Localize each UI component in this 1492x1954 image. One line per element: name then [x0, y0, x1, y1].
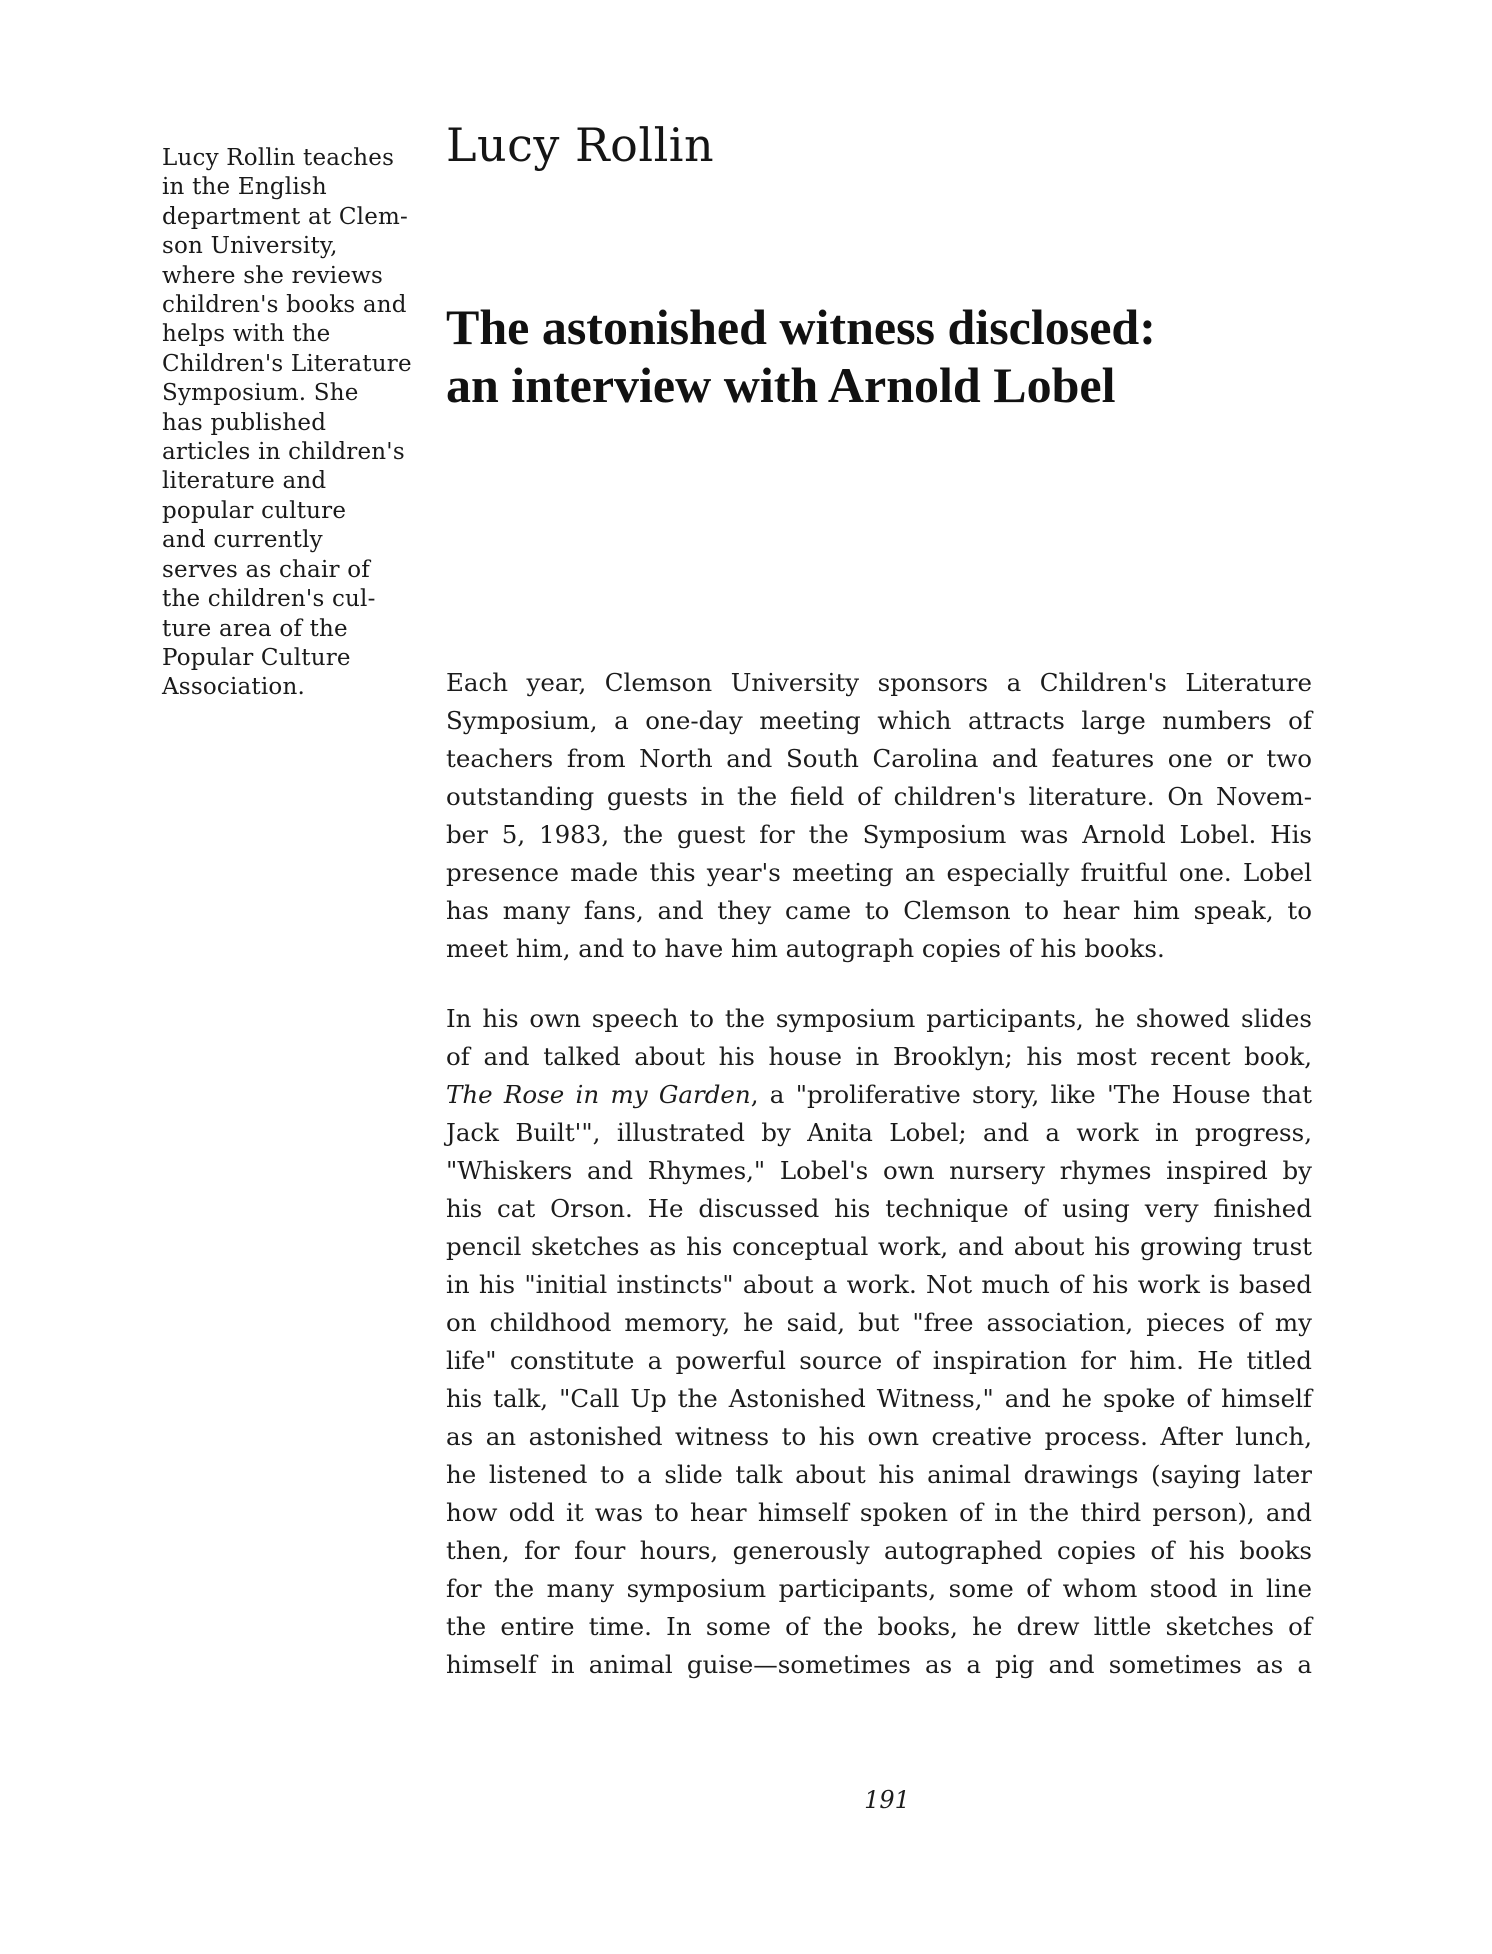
body-line: himself in animal guise—sometimes as a pig and sometimes as a	[446, 1650, 1312, 1679]
body-line: Jack Built'", illustrated by Anita Lobel; and a work in progress,	[446, 1118, 1312, 1147]
bio-line: serves as chair of	[162, 556, 370, 583]
body-line: how odd it was to hear himself spoken of in the third person), and	[446, 1498, 1312, 1527]
body-line: the entire time. In some of the books, he drew little sketches of	[446, 1612, 1312, 1641]
bio-line: and currently	[162, 527, 323, 554]
bio-line: Lucy Rollin teaches	[162, 145, 395, 171]
paragraph-2	[446, 1000, 1312, 1684]
bio-line: department at Clem-	[162, 203, 409, 230]
body-line: Symposium, a one-day meeting which attracts large numbers of	[446, 706, 1312, 735]
body-line-mixed	[446, 1076, 1312, 1114]
body-line: life" constitute a powerful source of inspiration for him. He titled	[446, 1346, 1312, 1375]
page-number: 191	[864, 1786, 910, 1814]
body-line: pencil sketches as his conceptual work, and about his growing trust	[446, 1232, 1312, 1261]
body-line: meet him, and to have him autograph copies of his books.	[446, 934, 1165, 963]
body-line: of and talked about his house in Brooklyn; his most recent book,	[446, 1042, 1312, 1071]
bio-line: children's books and	[162, 292, 407, 319]
body-line: his talk, "Call Up the Astonished Witness," and he spoke of himself	[446, 1384, 1312, 1413]
paragraph-1	[446, 664, 1312, 968]
body-line: for the many symposium participants, some of whom stood in line	[446, 1574, 1312, 1603]
bio-line: Association.	[162, 674, 305, 701]
title-line: The astonished witness disclosed:	[446, 299, 1156, 355]
bio-line: articles in children's	[162, 439, 405, 466]
body-line: Each year, Clemson University sponsors a Children's Literature	[446, 668, 1312, 697]
body-line: he listened to a slide talk about his animal drawings (saying later	[446, 1460, 1312, 1489]
body-line: teachers from North and South Carolina and features one or two	[446, 744, 1312, 773]
bio-line: literature and	[162, 468, 327, 495]
body-line: presence made this year's meeting an especially fruitful one. Lobel	[446, 858, 1312, 887]
body-line: his cat Orson. He discussed his technique of using very finished	[446, 1194, 1312, 1223]
body-line: In his own speech to the symposium participants, he showed slides	[446, 1004, 1312, 1033]
author-bio-sidebar	[162, 144, 422, 703]
body-line: has many fans, and they came to Clemson to hear him speak, to	[446, 896, 1312, 925]
body-line: "Whiskers and Rhymes," Lobel's own nursery rhymes inspired by	[446, 1156, 1312, 1185]
page-number-container	[0, 1786, 1492, 1814]
bio-line: son University,	[162, 233, 338, 260]
author-name: Lucy Rollin	[446, 118, 715, 172]
bio-line: Popular Culture	[162, 644, 351, 671]
body-line: in his "initial instincts" about a work. Not much of his work is based	[446, 1270, 1312, 1299]
bio-line: ture area of the	[162, 615, 348, 642]
article-title	[446, 298, 1346, 414]
bio-line: in the English	[162, 174, 327, 201]
body-line: then, for four hours, generously autographed copies of his books	[446, 1536, 1312, 1565]
bio-line: Children's Literature	[162, 350, 412, 377]
body-line-rest: , a "proliferative story, like 'The House that	[750, 1080, 1312, 1109]
body-line: outstanding guests in the field of children's literature. On Novem-	[446, 782, 1312, 811]
bio-line: Symposium. She	[162, 380, 359, 407]
bio-line: popular culture	[162, 497, 347, 524]
bio-line: helps with the	[162, 321, 331, 348]
body-line: as an astonished witness to his own creative process. After lunch,	[446, 1422, 1312, 1451]
article-body	[446, 664, 1312, 1684]
book-title: The Rose in my Garden	[446, 1080, 751, 1109]
title-line: an interview with Arnold Lobel	[446, 357, 1116, 413]
bio-line: has published	[162, 409, 327, 436]
bio-line: the children's cul-	[162, 586, 376, 613]
bio-line: where she reviews	[162, 262, 384, 289]
body-line: on childhood memory, he said, but "free association, pieces of my	[446, 1308, 1312, 1337]
body-line: ber 5, 1983, the guest for the Symposium was Arnold Lobel. His	[446, 820, 1312, 849]
